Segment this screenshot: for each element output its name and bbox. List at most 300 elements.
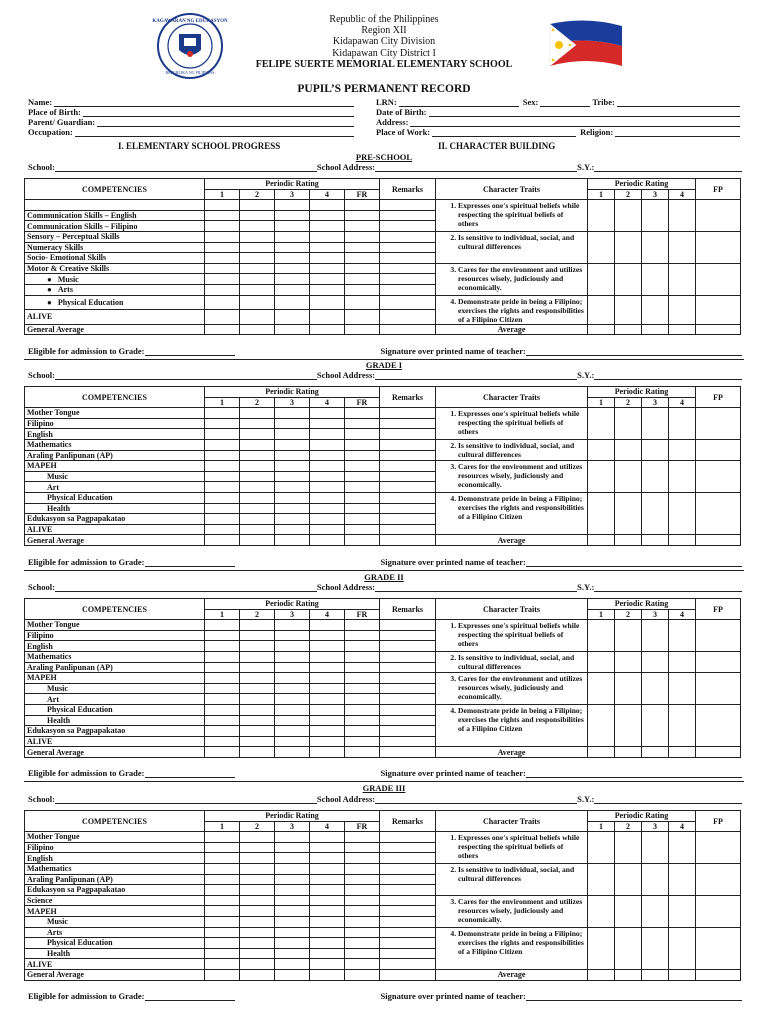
- rating-cell[interactable]: [275, 641, 310, 652]
- rating-cell[interactable]: [275, 938, 310, 949]
- rating-cell[interactable]: [240, 524, 275, 535]
- school-field[interactable]: [55, 164, 317, 172]
- rating-cell[interactable]: [380, 673, 436, 684]
- rating-cell[interactable]: [310, 726, 345, 737]
- rating-cell[interactable]: [240, 641, 275, 652]
- rating-cell[interactable]: [345, 450, 380, 461]
- rating-cell[interactable]: [240, 471, 275, 482]
- trait-rating-cell[interactable]: [615, 969, 642, 980]
- trait-rating-cell[interactable]: [615, 651, 642, 672]
- rating-cell[interactable]: [345, 221, 380, 232]
- trait-rating-cell[interactable]: [696, 439, 741, 460]
- rating-cell[interactable]: [275, 492, 310, 503]
- rating-cell[interactable]: [205, 736, 240, 747]
- rating-cell[interactable]: [240, 916, 275, 927]
- rating-cell[interactable]: [275, 450, 310, 461]
- rating-cell[interactable]: [345, 651, 380, 662]
- rating-cell[interactable]: [240, 938, 275, 949]
- trait-rating-cell[interactable]: [615, 324, 642, 335]
- rating-cell[interactable]: [275, 683, 310, 694]
- rating-cell[interactable]: [205, 514, 240, 525]
- rating-cell[interactable]: [380, 408, 436, 419]
- rating-cell[interactable]: [275, 651, 310, 662]
- rating-cell[interactable]: [205, 662, 240, 673]
- rating-cell[interactable]: [310, 662, 345, 673]
- rating-cell[interactable]: [240, 503, 275, 514]
- rating-cell[interactable]: [380, 200, 436, 211]
- rating-cell[interactable]: [310, 524, 345, 535]
- rating-cell[interactable]: [380, 210, 436, 221]
- rating-cell[interactable]: [380, 439, 436, 450]
- eligible-field[interactable]: [145, 348, 235, 356]
- rating-cell[interactable]: [380, 651, 436, 662]
- rating-cell[interactable]: [275, 916, 310, 927]
- trait-rating-cell[interactable]: [642, 969, 669, 980]
- school-address-field[interactable]: [375, 584, 577, 592]
- trait-rating-cell[interactable]: [588, 535, 615, 546]
- trait-rating-cell[interactable]: [642, 927, 669, 969]
- rating-cell[interactable]: [205, 461, 240, 472]
- rating-cell[interactable]: [205, 704, 240, 715]
- rating-cell[interactable]: [310, 514, 345, 525]
- trait-rating-cell[interactable]: [615, 704, 642, 746]
- rating-cell[interactable]: [275, 418, 310, 429]
- rating-cell[interactable]: [240, 324, 275, 335]
- rating-cell[interactable]: [205, 726, 240, 737]
- rating-cell[interactable]: [205, 439, 240, 450]
- rating-cell[interactable]: [380, 461, 436, 472]
- rating-cell[interactable]: [380, 630, 436, 641]
- rating-cell[interactable]: [275, 832, 310, 843]
- trait-rating-cell[interactable]: [588, 461, 615, 493]
- rating-cell[interactable]: [310, 959, 345, 970]
- trait-rating-cell[interactable]: [696, 927, 741, 969]
- rating-cell[interactable]: [275, 514, 310, 525]
- trait-rating-cell[interactable]: [588, 927, 615, 969]
- rating-cell[interactable]: [310, 242, 345, 253]
- rating-cell[interactable]: [345, 863, 380, 874]
- trait-rating-cell[interactable]: [615, 620, 642, 652]
- rating-cell[interactable]: [310, 284, 345, 295]
- trait-rating-cell[interactable]: [696, 408, 741, 440]
- rating-cell[interactable]: [345, 715, 380, 726]
- rating-cell[interactable]: [275, 736, 310, 747]
- trait-rating-cell[interactable]: [588, 408, 615, 440]
- rating-cell[interactable]: [345, 938, 380, 949]
- rating-cell[interactable]: [205, 210, 240, 221]
- trait-rating-cell[interactable]: [615, 673, 642, 705]
- rating-cell[interactable]: [310, 324, 345, 335]
- rating-cell[interactable]: [275, 895, 310, 906]
- rating-cell[interactable]: [310, 492, 345, 503]
- rating-cell[interactable]: [345, 853, 380, 864]
- rating-cell[interactable]: [310, 630, 345, 641]
- guardian-field[interactable]: [97, 119, 354, 127]
- rating-cell[interactable]: [205, 853, 240, 864]
- rating-cell[interactable]: [310, 683, 345, 694]
- rating-cell[interactable]: [205, 959, 240, 970]
- rating-cell[interactable]: [380, 906, 436, 917]
- trait-rating-cell[interactable]: [642, 832, 669, 864]
- rating-cell[interactable]: [275, 210, 310, 221]
- rating-cell[interactable]: [205, 324, 240, 335]
- trait-rating-cell[interactable]: [642, 461, 669, 493]
- religion-field[interactable]: [615, 129, 740, 137]
- rating-cell[interactable]: [380, 324, 436, 335]
- rating-cell[interactable]: [345, 263, 380, 274]
- rating-cell[interactable]: [275, 662, 310, 673]
- rating-cell[interactable]: [310, 673, 345, 684]
- rating-cell[interactable]: [275, 673, 310, 684]
- rating-cell[interactable]: [275, 274, 310, 285]
- rating-cell[interactable]: [310, 461, 345, 472]
- rating-cell[interactable]: [380, 263, 436, 274]
- rating-cell[interactable]: [345, 969, 380, 980]
- trait-rating-cell[interactable]: [669, 673, 696, 705]
- name-field[interactable]: [54, 99, 354, 107]
- rating-cell[interactable]: [345, 683, 380, 694]
- rating-cell[interactable]: [240, 418, 275, 429]
- rating-cell[interactable]: [310, 471, 345, 482]
- rating-cell[interactable]: [275, 461, 310, 472]
- rating-cell[interactable]: [205, 694, 240, 705]
- rating-cell[interactable]: [345, 832, 380, 843]
- rating-cell[interactable]: [380, 492, 436, 503]
- rating-cell[interactable]: [240, 221, 275, 232]
- rating-cell[interactable]: [240, 662, 275, 673]
- rating-cell[interactable]: [380, 535, 436, 546]
- rating-cell[interactable]: [345, 310, 380, 325]
- rating-cell[interactable]: [380, 242, 436, 253]
- rating-cell[interactable]: [380, 231, 436, 242]
- rating-cell[interactable]: [275, 535, 310, 546]
- trait-rating-cell[interactable]: [696, 747, 741, 758]
- trait-rating-cell[interactable]: [588, 492, 615, 534]
- rating-cell[interactable]: [275, 863, 310, 874]
- rating-cell[interactable]: [310, 948, 345, 959]
- birthplace-field[interactable]: [83, 109, 354, 117]
- rating-cell[interactable]: [240, 895, 275, 906]
- trait-rating-cell[interactable]: [588, 439, 615, 460]
- rating-cell[interactable]: [275, 726, 310, 737]
- rating-cell[interactable]: [380, 641, 436, 652]
- rating-cell[interactable]: [240, 450, 275, 461]
- rating-cell[interactable]: [380, 959, 436, 970]
- signature-field[interactable]: [526, 993, 742, 1001]
- trait-rating-cell[interactable]: [588, 832, 615, 864]
- signature-field[interactable]: [526, 348, 742, 356]
- rating-cell[interactable]: [275, 927, 310, 938]
- rating-cell[interactable]: [380, 704, 436, 715]
- rating-cell[interactable]: [345, 492, 380, 503]
- rating-cell[interactable]: [275, 200, 310, 211]
- trait-rating-cell[interactable]: [642, 408, 669, 440]
- rating-cell[interactable]: [275, 885, 310, 896]
- rating-cell[interactable]: [380, 885, 436, 896]
- trait-rating-cell[interactable]: [642, 673, 669, 705]
- rating-cell[interactable]: [310, 263, 345, 274]
- rating-cell[interactable]: [240, 736, 275, 747]
- rating-cell[interactable]: [310, 874, 345, 885]
- rating-cell[interactable]: [380, 726, 436, 737]
- rating-cell[interactable]: [205, 310, 240, 325]
- rating-cell[interactable]: [205, 863, 240, 874]
- rating-cell[interactable]: [380, 853, 436, 864]
- trait-rating-cell[interactable]: [642, 200, 669, 232]
- rating-cell[interactable]: [205, 408, 240, 419]
- trait-rating-cell[interactable]: [696, 200, 741, 232]
- rating-cell[interactable]: [275, 715, 310, 726]
- trait-rating-cell[interactable]: [642, 535, 669, 546]
- rating-cell[interactable]: [310, 253, 345, 264]
- rating-cell[interactable]: [345, 210, 380, 221]
- sy-field[interactable]: [594, 584, 742, 592]
- rating-cell[interactable]: [345, 324, 380, 335]
- rating-cell[interactable]: [275, 630, 310, 641]
- trait-rating-cell[interactable]: [669, 295, 696, 324]
- eligible-field[interactable]: [145, 993, 235, 1001]
- rating-cell[interactable]: [275, 503, 310, 514]
- rating-cell[interactable]: [205, 885, 240, 896]
- trait-rating-cell[interactable]: [615, 747, 642, 758]
- rating-cell[interactable]: [240, 482, 275, 493]
- rating-cell[interactable]: [345, 429, 380, 440]
- trait-rating-cell[interactable]: [615, 863, 642, 895]
- rating-cell[interactable]: [380, 938, 436, 949]
- rating-cell[interactable]: [240, 948, 275, 959]
- rating-cell[interactable]: [205, 253, 240, 264]
- trait-rating-cell[interactable]: [669, 324, 696, 335]
- birthdate-field[interactable]: [429, 109, 740, 117]
- rating-cell[interactable]: [345, 641, 380, 652]
- trait-rating-cell[interactable]: [696, 263, 741, 295]
- rating-cell[interactable]: [240, 263, 275, 274]
- trait-rating-cell[interactable]: [615, 927, 642, 969]
- rating-cell[interactable]: [240, 747, 275, 758]
- trait-rating-cell[interactable]: [615, 231, 642, 263]
- rating-cell[interactable]: [345, 242, 380, 253]
- trait-rating-cell[interactable]: [642, 651, 669, 672]
- trait-rating-cell[interactable]: [642, 747, 669, 758]
- rating-cell[interactable]: [380, 842, 436, 853]
- occupation-field[interactable]: [75, 129, 354, 137]
- rating-cell[interactable]: [205, 630, 240, 641]
- rating-cell[interactable]: [205, 895, 240, 906]
- rating-cell[interactable]: [275, 620, 310, 631]
- rating-cell[interactable]: [240, 683, 275, 694]
- rating-cell[interactable]: [310, 863, 345, 874]
- trait-rating-cell[interactable]: [696, 324, 741, 335]
- rating-cell[interactable]: [380, 715, 436, 726]
- trait-rating-cell[interactable]: [669, 620, 696, 652]
- rating-cell[interactable]: [275, 471, 310, 482]
- rating-cell[interactable]: [275, 439, 310, 450]
- rating-cell[interactable]: [240, 439, 275, 450]
- sy-field[interactable]: [594, 796, 742, 804]
- rating-cell[interactable]: [380, 310, 436, 325]
- trait-rating-cell[interactable]: [696, 535, 741, 546]
- trait-rating-cell[interactable]: [642, 324, 669, 335]
- rating-cell[interactable]: [240, 620, 275, 631]
- rating-cell[interactable]: [310, 200, 345, 211]
- rating-cell[interactable]: [240, 295, 275, 310]
- rating-cell[interactable]: [275, 874, 310, 885]
- rating-cell[interactable]: [205, 503, 240, 514]
- rating-cell[interactable]: [310, 482, 345, 493]
- trait-rating-cell[interactable]: [669, 927, 696, 969]
- rating-cell[interactable]: [205, 231, 240, 242]
- rating-cell[interactable]: [310, 274, 345, 285]
- rating-cell[interactable]: [380, 482, 436, 493]
- trait-rating-cell[interactable]: [642, 439, 669, 460]
- rating-cell[interactable]: [240, 429, 275, 440]
- rating-cell[interactable]: [345, 885, 380, 896]
- rating-cell[interactable]: [205, 938, 240, 949]
- rating-cell[interactable]: [275, 704, 310, 715]
- rating-cell[interactable]: [205, 284, 240, 295]
- trait-rating-cell[interactable]: [588, 863, 615, 895]
- rating-cell[interactable]: [345, 482, 380, 493]
- rating-cell[interactable]: [345, 274, 380, 285]
- rating-cell[interactable]: [240, 927, 275, 938]
- trait-rating-cell[interactable]: [588, 231, 615, 263]
- rating-cell[interactable]: [240, 969, 275, 980]
- trait-rating-cell[interactable]: [642, 295, 669, 324]
- rating-cell[interactable]: [380, 747, 436, 758]
- rating-cell[interactable]: [380, 694, 436, 705]
- rating-cell[interactable]: [310, 938, 345, 949]
- rating-cell[interactable]: [205, 274, 240, 285]
- rating-cell[interactable]: [275, 694, 310, 705]
- trait-rating-cell[interactable]: [642, 863, 669, 895]
- rating-cell[interactable]: [205, 673, 240, 684]
- eligible-field[interactable]: [145, 559, 235, 567]
- rating-cell[interactable]: [380, 221, 436, 232]
- trait-rating-cell[interactable]: [669, 231, 696, 263]
- rating-cell[interactable]: [275, 842, 310, 853]
- trait-rating-cell[interactable]: [669, 832, 696, 864]
- signature-field[interactable]: [526, 770, 742, 778]
- trait-rating-cell[interactable]: [696, 492, 741, 534]
- trait-rating-cell[interactable]: [588, 969, 615, 980]
- rating-cell[interactable]: [205, 295, 240, 310]
- rating-cell[interactable]: [240, 253, 275, 264]
- signature-field[interactable]: [526, 559, 742, 567]
- rating-cell[interactable]: [275, 969, 310, 980]
- rating-cell[interactable]: [310, 906, 345, 917]
- rating-cell[interactable]: [345, 874, 380, 885]
- rating-cell[interactable]: [240, 630, 275, 641]
- rating-cell[interactable]: [380, 503, 436, 514]
- rating-cell[interactable]: [345, 461, 380, 472]
- rating-cell[interactable]: [345, 418, 380, 429]
- rating-cell[interactable]: [345, 514, 380, 525]
- rating-cell[interactable]: [275, 906, 310, 917]
- trait-rating-cell[interactable]: [669, 535, 696, 546]
- rating-cell[interactable]: [380, 524, 436, 535]
- trait-rating-cell[interactable]: [642, 263, 669, 295]
- rating-cell[interactable]: [240, 906, 275, 917]
- rating-cell[interactable]: [310, 832, 345, 843]
- trait-rating-cell[interactable]: [696, 295, 741, 324]
- rating-cell[interactable]: [345, 726, 380, 737]
- rating-cell[interactable]: [240, 715, 275, 726]
- school-address-field[interactable]: [375, 164, 577, 172]
- sy-field[interactable]: [594, 164, 742, 172]
- trait-rating-cell[interactable]: [615, 200, 642, 232]
- rating-cell[interactable]: [240, 200, 275, 211]
- rating-cell[interactable]: [205, 620, 240, 631]
- rating-cell[interactable]: [205, 524, 240, 535]
- trait-rating-cell[interactable]: [588, 704, 615, 746]
- rating-cell[interactable]: [275, 853, 310, 864]
- rating-cell[interactable]: [240, 310, 275, 325]
- trait-rating-cell[interactable]: [696, 673, 741, 705]
- rating-cell[interactable]: [380, 916, 436, 927]
- trait-rating-cell[interactable]: [588, 651, 615, 672]
- rating-cell[interactable]: [380, 471, 436, 482]
- rating-cell[interactable]: [380, 683, 436, 694]
- trait-rating-cell[interactable]: [615, 408, 642, 440]
- rating-cell[interactable]: [240, 242, 275, 253]
- rating-cell[interactable]: [275, 221, 310, 232]
- work-field[interactable]: [432, 129, 576, 137]
- trait-rating-cell[interactable]: [696, 969, 741, 980]
- rating-cell[interactable]: [240, 694, 275, 705]
- rating-cell[interactable]: [275, 295, 310, 310]
- trait-rating-cell[interactable]: [642, 492, 669, 534]
- trait-rating-cell[interactable]: [588, 895, 615, 927]
- rating-cell[interactable]: [310, 916, 345, 927]
- rating-cell[interactable]: [240, 492, 275, 503]
- rating-cell[interactable]: [345, 284, 380, 295]
- rating-cell[interactable]: [310, 694, 345, 705]
- rating-cell[interactable]: [205, 418, 240, 429]
- trait-rating-cell[interactable]: [642, 895, 669, 927]
- rating-cell[interactable]: [205, 874, 240, 885]
- rating-cell[interactable]: [310, 736, 345, 747]
- rating-cell[interactable]: [275, 310, 310, 325]
- rating-cell[interactable]: [205, 927, 240, 938]
- rating-cell[interactable]: [380, 736, 436, 747]
- rating-cell[interactable]: [380, 514, 436, 525]
- rating-cell[interactable]: [240, 274, 275, 285]
- school-field[interactable]: [55, 796, 317, 804]
- rating-cell[interactable]: [275, 284, 310, 295]
- rating-cell[interactable]: [240, 210, 275, 221]
- rating-cell[interactable]: [310, 895, 345, 906]
- rating-cell[interactable]: [380, 662, 436, 673]
- rating-cell[interactable]: [345, 630, 380, 641]
- rating-cell[interactable]: [205, 683, 240, 694]
- rating-cell[interactable]: [345, 842, 380, 853]
- trait-rating-cell[interactable]: [588, 263, 615, 295]
- trait-rating-cell[interactable]: [615, 295, 642, 324]
- rating-cell[interactable]: [345, 231, 380, 242]
- trait-rating-cell[interactable]: [588, 295, 615, 324]
- rating-cell[interactable]: [240, 461, 275, 472]
- rating-cell[interactable]: [240, 853, 275, 864]
- rating-cell[interactable]: [345, 662, 380, 673]
- rating-cell[interactable]: [205, 641, 240, 652]
- rating-cell[interactable]: [205, 715, 240, 726]
- rating-cell[interactable]: [275, 253, 310, 264]
- rating-cell[interactable]: [275, 948, 310, 959]
- rating-cell[interactable]: [205, 263, 240, 274]
- rating-cell[interactable]: [275, 959, 310, 970]
- trait-rating-cell[interactable]: [615, 492, 642, 534]
- rating-cell[interactable]: [240, 651, 275, 662]
